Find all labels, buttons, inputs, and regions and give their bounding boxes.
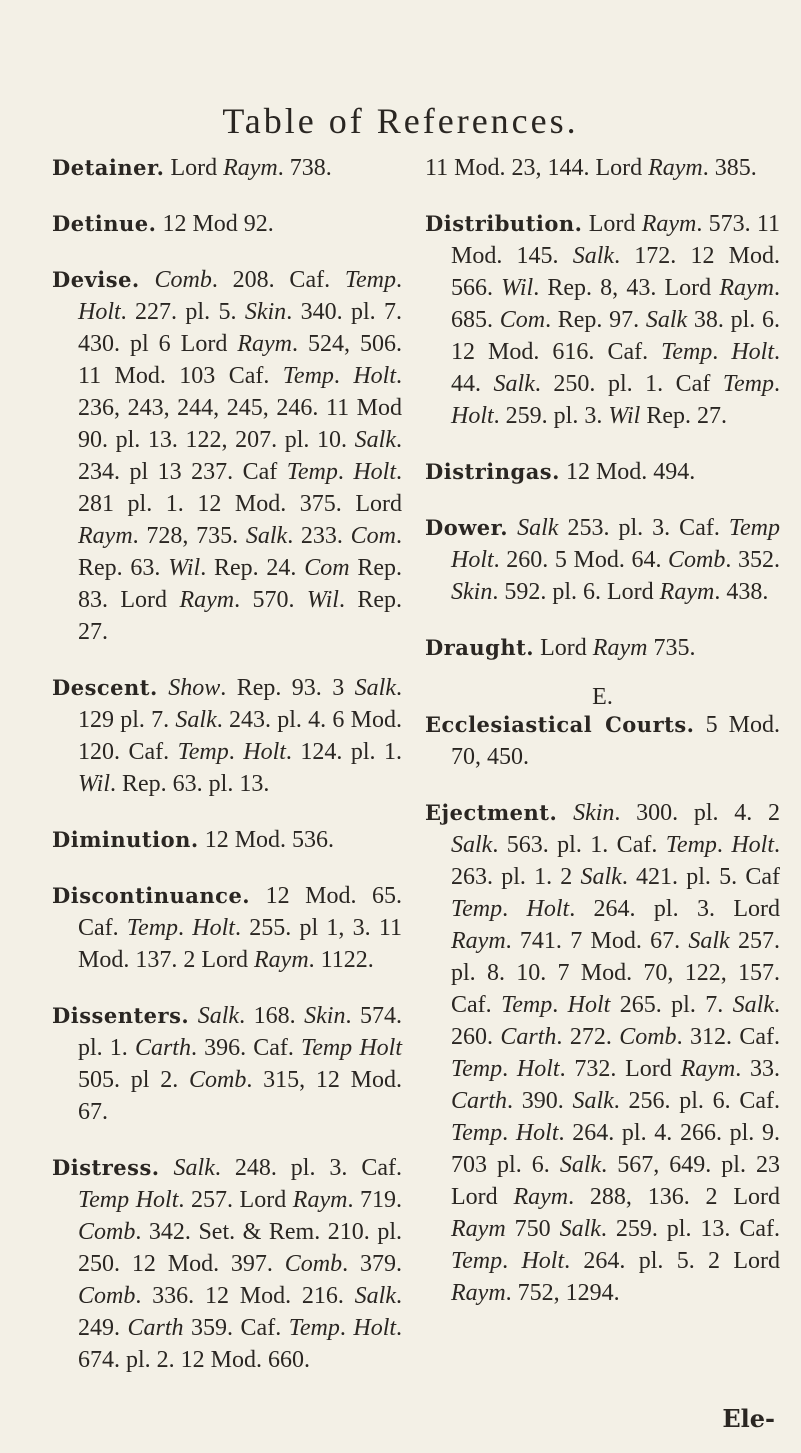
entry-heading: Dissenters. <box>52 1003 190 1028</box>
index-entry <box>425 152 780 184</box>
entry-heading: Detainer. <box>52 155 165 180</box>
entry-heading: Diminution. <box>52 827 199 852</box>
right-column <box>425 152 780 1333</box>
index-entry <box>425 512 780 608</box>
entry-heading: Devise. <box>52 267 140 292</box>
index-entry <box>425 208 780 432</box>
entry-citations: 12 Mod. 494. <box>565 459 696 485</box>
entry-heading: Ejectment. <box>425 800 558 825</box>
index-entry <box>52 1000 402 1128</box>
entry-citations: 12 Mod 92. <box>162 211 274 237</box>
index-entry <box>52 880 402 976</box>
entry-citations: Lord Raym. 573. 11 Mod. 145. Salk. 172. 12 Mod. 566. Wil. Rep. 8, 43. Lord Raym. 685. Com. Rep. 97. Salk 38. pl. 6. 12 Mod. 616. Caf. Temp. Holt. 44. Salk. 250. pl. 1. Caf Temp. Holt. 259. pl. 3. Wil Rep. 27. <box>451 211 781 429</box>
entry-citations: Salk. 168. Skin. 574. pl. 1. Carth. 396. Caf. Temp Holt 505. pl 2. Comb. 315, 12 Mod. 67. <box>78 1003 403 1125</box>
index-entry <box>52 824 402 856</box>
index-entry <box>425 632 780 664</box>
entry-citations: 12 Mod. 536. <box>204 827 335 853</box>
index-entry <box>425 797 780 1309</box>
entry-heading: Discontinuance. <box>52 883 251 908</box>
index-entry <box>52 264 402 648</box>
entry-heading: Descent. <box>52 675 158 700</box>
entry-heading: Ecclesiastical Courts. <box>425 712 695 737</box>
catchword: Ele- <box>722 1404 775 1433</box>
entry-heading: Distringas. <box>425 459 560 484</box>
entry-citations: 11 Mod. 23, 144. Lord Raym. 385. <box>425 155 757 181</box>
entry-heading: Dower. <box>425 515 509 540</box>
entry-citations: Salk. 248. pl. 3. Caf. Temp Holt. 257. Lord Raym. 719. Comb. 342. Set. & Rem. 210. pl. 250. 12 Mod. 397. Comb. 379. Comb. 336. 12 Mod. 216. Salk. 249. Carth 359. Caf. Temp. Holt. 674. pl. 2. 12 Mod. 660. <box>78 1155 403 1373</box>
left-column <box>52 152 402 1400</box>
index-entry <box>52 1152 402 1376</box>
entry-citations: Show. Rep. 93. 3 Salk. 129 pl. 7. Salk. 243. pl. 4. 6 Mod. 120. Caf. Temp. Holt. 124. pl. 1. Wil. Rep. 63. pl. 13. <box>78 675 403 797</box>
index-entry <box>52 208 402 240</box>
entry-heading: Detinue. <box>52 211 157 236</box>
index-entry <box>425 456 780 488</box>
entry-citations: Lord Raym. 738. <box>170 155 332 181</box>
index-entry <box>52 152 402 184</box>
entry-heading: Draught. <box>425 635 535 660</box>
index-entry <box>52 672 402 800</box>
entry-citations: Skin. 300. pl. 4. 2 Salk. 563. pl. 1. Caf. Temp. Holt. 263. pl. 1. 2 Salk. 421. pl. 5. Caf Temp. Holt. 264. pl. 3. Lord Raym. 741. 7 Mod. 67. Salk 257. pl. 8. 10. 7 Mod. 70, 122, 157. Caf. Temp. Holt 265. pl. 7. Salk. 260. Carth. 272. Comb. 312. Caf. Temp. Holt. 732. Lord Raym. 33. Carth. 390. Salk. 256. pl. 6. Caf. Temp. Holt. 264. pl. 4. 266. pl. 9. 703 pl. 6. Salk. 567, 649. pl. 23 Lord Raym. 288, 136. 2 Lord Raym 750 Salk. 259. pl. 13. Caf. Temp. Holt. 264. pl. 5. 2 Lord Raym. 752, 1294. <box>451 800 781 1306</box>
entry-citations: 5 Mod. 70, 450. <box>451 712 781 770</box>
page-title: Table of References. <box>222 101 579 141</box>
entry-citations: Salk 253. pl. 3. Caf. Temp Holt. 260. 5 Mod. 64. Comb. 352. Skin. 592. pl. 6. Lord Raym. 438. <box>451 515 780 605</box>
entry-citations: Lord Raym 735. <box>540 635 696 661</box>
section-letter: E. <box>592 684 613 710</box>
entry-citations: 12 Mod. 65. Caf. Temp. Holt. 255. pl 1, 3. 11 Mod. 137. 2 Lord Raym. 1122. <box>78 883 403 973</box>
entry-citations: Comb. 208. Caf. Temp. Holt. 227. pl. 5. Skin. 340. pl. 7. 430. pl 6 Lord Raym. 524, 506. 11 Mod. 103 Caf. Temp. Holt. 236, 243, 244, 245, 246. 11 Mod 90. pl. 13. 122, 207. pl. 10. Salk. 234. pl 13 237. Caf Temp. Holt. 281 pl. 1. 12 Mod. 375. Lord Raym. 728, 735. Salk. 233. Com. Rep. 63. Wil. Rep. 24. Com Rep. 83. Lord Raym. 570. Wil. Rep. 27. <box>78 267 403 645</box>
index-entry <box>425 709 780 773</box>
entry-heading: Distress. <box>52 1155 160 1180</box>
entry-heading: Distribution. <box>425 211 583 236</box>
